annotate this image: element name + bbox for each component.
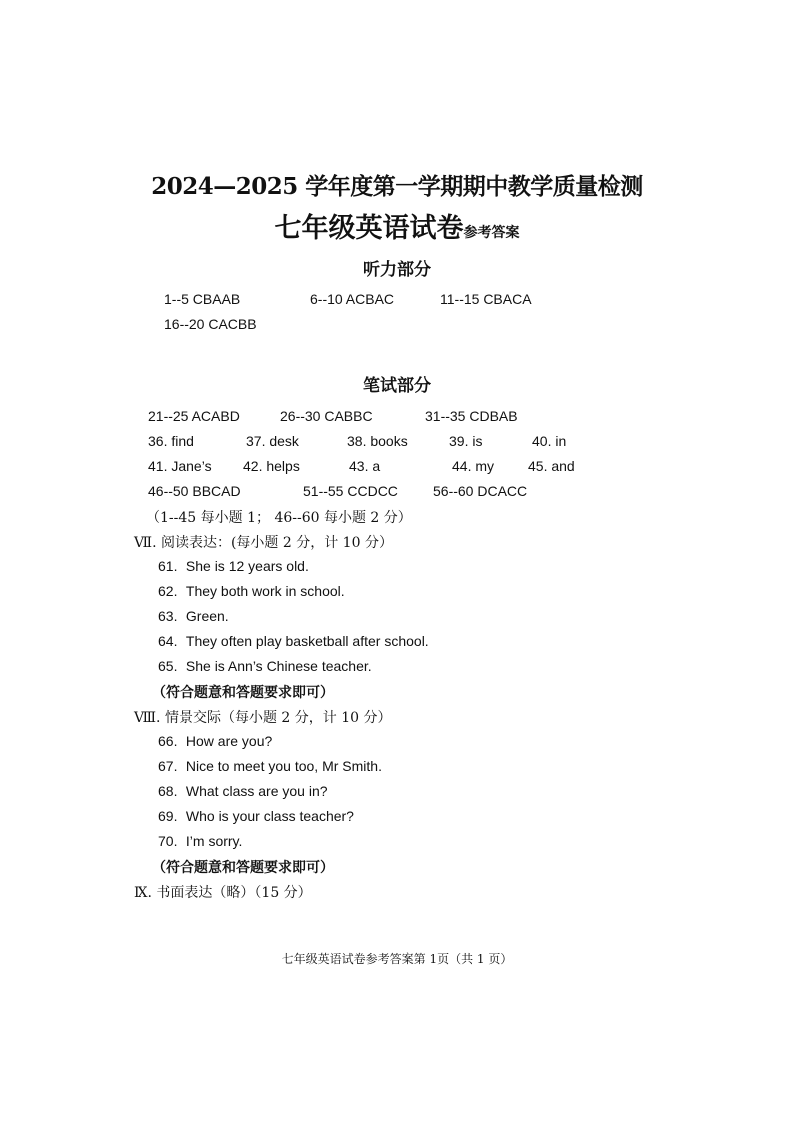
answer-text: Who is your class teacher? bbox=[185, 808, 354, 824]
answer-number: 70. bbox=[158, 833, 178, 849]
answer-number: 64. bbox=[158, 633, 178, 649]
written-answer-44: 44. my bbox=[452, 458, 495, 474]
listening-answer-2: 6--10 ACBAC bbox=[310, 291, 395, 307]
answer-64 bbox=[158, 633, 429, 649]
answer-text: Nice to meet you too, Mr Smith. bbox=[185, 758, 382, 774]
answer-68 bbox=[158, 783, 328, 799]
listening-answer-3: 11--15 CBACA bbox=[440, 291, 532, 307]
written-answer-46-50: 46--50 BBCAD bbox=[148, 483, 241, 499]
answer-61 bbox=[158, 558, 309, 574]
answer-66 bbox=[158, 733, 272, 749]
written-answer-39: 39. is bbox=[449, 433, 483, 449]
answer-63 bbox=[158, 608, 229, 624]
written-answer-38: 38. books bbox=[347, 433, 408, 449]
written-answer-37: 37. desk bbox=[246, 433, 299, 449]
answer-text: Green. bbox=[185, 608, 229, 624]
written-answer-43: 43. a bbox=[349, 458, 381, 474]
answer-text: They often play basketball after school. bbox=[185, 633, 429, 649]
answer-number: 61. bbox=[158, 558, 178, 574]
written-answer-26-30: 26--30 CABBC bbox=[280, 408, 373, 424]
answer-65 bbox=[158, 658, 372, 674]
answer-text: She is Ann’s Chinese teacher. bbox=[185, 658, 372, 674]
section-8-heading: Ⅷ. 情景交际（每小题 2 分，计 10 分） bbox=[134, 710, 392, 726]
written-answer-41: 41. Jane’s bbox=[148, 458, 212, 474]
section-9-heading: Ⅸ. 书面表达（略）（15 分） bbox=[134, 885, 312, 901]
answer-number: 66. bbox=[158, 733, 178, 749]
answer-text: What class are you in? bbox=[185, 783, 328, 799]
answer-number: 67. bbox=[158, 758, 178, 774]
answer-text: They both work in school. bbox=[185, 583, 345, 599]
written-answer-21-25: 21--25 ACABD bbox=[148, 408, 240, 424]
answer-text: How are you? bbox=[185, 733, 273, 749]
written-answer-45: 45. and bbox=[528, 458, 575, 474]
written-answer-51-55: 51--55 CCDCC bbox=[303, 483, 398, 499]
answer-62 bbox=[158, 583, 345, 599]
written-answer-31-35: 31--35 CDBAB bbox=[425, 408, 518, 424]
answer-text: I’m sorry. bbox=[185, 833, 243, 849]
written-answer-36: 36. find bbox=[148, 433, 194, 449]
page-footer: 七年级英语试卷参考答案第 1页（共 1 页） bbox=[281, 952, 513, 966]
answer-number: 62. bbox=[158, 583, 178, 599]
listening-answer-1: 1--5 CBAAB bbox=[164, 291, 241, 307]
section-7-heading: Ⅶ. 阅读表达：(每小题 2 分，计 10 分） bbox=[134, 535, 393, 551]
section-7-note: （符合题意和答题要求即可） bbox=[152, 685, 334, 701]
written-answer-42: 42. helps bbox=[243, 458, 300, 474]
answer-number: 65. bbox=[158, 658, 178, 674]
section-8-note: （符合题意和答题要求即可） bbox=[152, 860, 334, 876]
listening-heading: 听力部分 bbox=[363, 260, 431, 280]
subtitle-suffix: 参考答案 bbox=[463, 225, 520, 241]
answer-text: She is 12 years old. bbox=[185, 558, 309, 574]
answer-number: 63. bbox=[158, 608, 178, 624]
listening-answer-4: 16--20 CACBB bbox=[164, 316, 257, 332]
answer-number: 69. bbox=[158, 808, 178, 824]
answer-67 bbox=[158, 758, 382, 774]
subtitle-main: 七年级英语试卷 bbox=[274, 213, 464, 244]
document-title: 2024—2025 学年度第一学期期中教学质量检测 bbox=[151, 173, 643, 200]
answer-70 bbox=[158, 833, 242, 849]
written-answer-40: 40. in bbox=[532, 433, 567, 449]
score-note: （1--45 每小题 1； 46--60 每小题 2 分） bbox=[146, 510, 412, 526]
answer-number: 68. bbox=[158, 783, 178, 799]
answer-69 bbox=[158, 808, 354, 824]
document-subtitle bbox=[0, 206, 794, 245]
written-heading: 笔试部分 bbox=[363, 376, 431, 396]
written-answer-56-60: 56--60 DCACC bbox=[433, 483, 528, 499]
